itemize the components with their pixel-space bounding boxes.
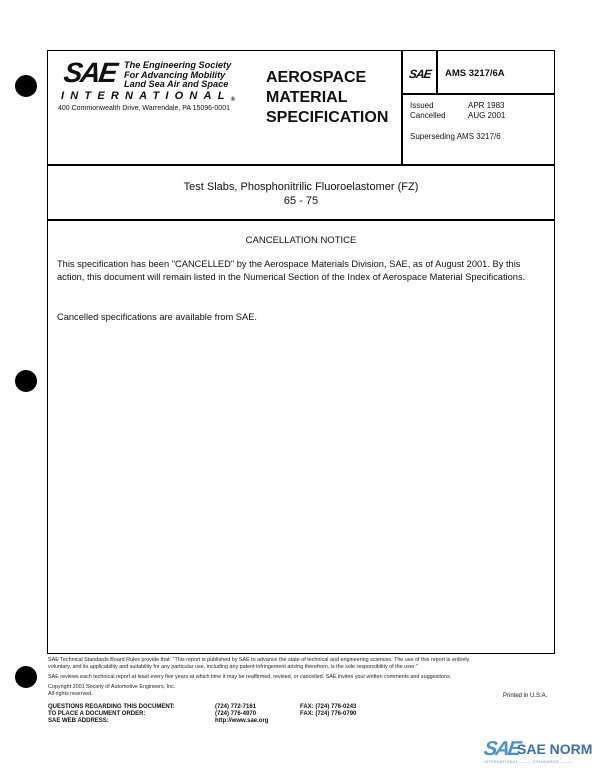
binder-hole-top — [15, 75, 37, 97]
binder-hole-middle — [15, 370, 37, 392]
document-title: Test Slabs, Phosphonitrilic Fluoroelastomer (FZ) 65 - 75 — [47, 180, 555, 208]
sae-logo-mark: SAE — [61, 57, 118, 88]
document-number: AMS 3217/6A — [445, 68, 505, 79]
superseding-note: Superseding AMS 3217/6 — [410, 132, 501, 141]
contact-labels: QUESTIONS REGARDING THIS DOCUMENT: TO PLACE A DOCUMENT ORDER: SAE WEB ADDRESS: — [48, 704, 175, 725]
sae-tagline: The Engineering Society For Advancing Mobility Land Sea Air and Space — [124, 60, 232, 89]
watermark-text: SAE NORM — [517, 741, 593, 757]
phone-questions: (724) 772-7161 — [215, 704, 257, 710]
rights-text: All rights reserved. — [48, 691, 93, 697]
web-address-link[interactable]: http://www.sae.org — [215, 718, 269, 725]
document-subtitle: 65 - 75 — [283, 195, 319, 207]
contact-phones — [215, 704, 268, 726]
cancelled-row: Cancelled AUG 2001 — [410, 111, 506, 120]
copyright-text: Copyright 2001 Society of Automotive Engineers, Inc. — [48, 684, 176, 690]
rules-text-line1: SAE Technical Standards Board Rules provide that: "This report is published by SAE to advance the state of technical and engineering sciences. The use of this report is entirely — [48, 657, 470, 663]
sae-address: 400 Commonwealth Drive, Warrendale, PA 15096-0001 — [58, 105, 230, 112]
spec-type-title: AEROSPACE MATERIAL SPECIFICATION — [266, 69, 389, 126]
document-info-box — [402, 50, 555, 165]
cancelled-date: AUG 2001 — [468, 111, 506, 120]
sae-mini-logo: SAE — [408, 67, 432, 81]
printed-in: Printed in U.S.A. — [503, 693, 548, 699]
fax-questions: FAX: (724) 776-0243 — [300, 704, 357, 710]
watermark-subtext: INTERNATIONAL ——— STANDARDS ——— — [484, 760, 573, 764]
notice-paragraph: This specification has been "CANCELLED" by the Aerospace Materials Division, SAE, as of August 2001. By this action, this document will remain listed in the Numerical Section of the Index of Aerospace Material Specifications. — [57, 259, 526, 283]
title-divider — [47, 219, 555, 221]
binder-hole-bottom — [15, 666, 37, 688]
contact-faxes — [300, 704, 356, 718]
sae-norm-watermark — [484, 738, 594, 768]
sae-international: INTERNATIONAL® — [61, 90, 236, 103]
availability-paragraph: Cancelled specifications are available from SAE. — [57, 312, 257, 322]
watermark-logo: SAE — [482, 738, 521, 760]
review-text: SAE reviews each technical report at least every five years at which time it may be reaffirmed, revised, or cancelled. SAE invites your written comments and suggestions. — [48, 674, 452, 680]
issued-row: Issued APR 1983 — [410, 101, 505, 110]
phone-order: (724) 776-4970 — [215, 711, 257, 718]
notice-heading: CANCELLATION NOTICE — [245, 235, 357, 246]
issued-date: APR 1983 — [468, 101, 505, 110]
fax-order: FAX: (724) 776-0790 — [300, 711, 357, 718]
rules-text-line2: voluntary, and its applicability and suitability for any particular use, including any patent infringement arising therefrom, is the sole responsibility of the user." — [48, 664, 418, 670]
